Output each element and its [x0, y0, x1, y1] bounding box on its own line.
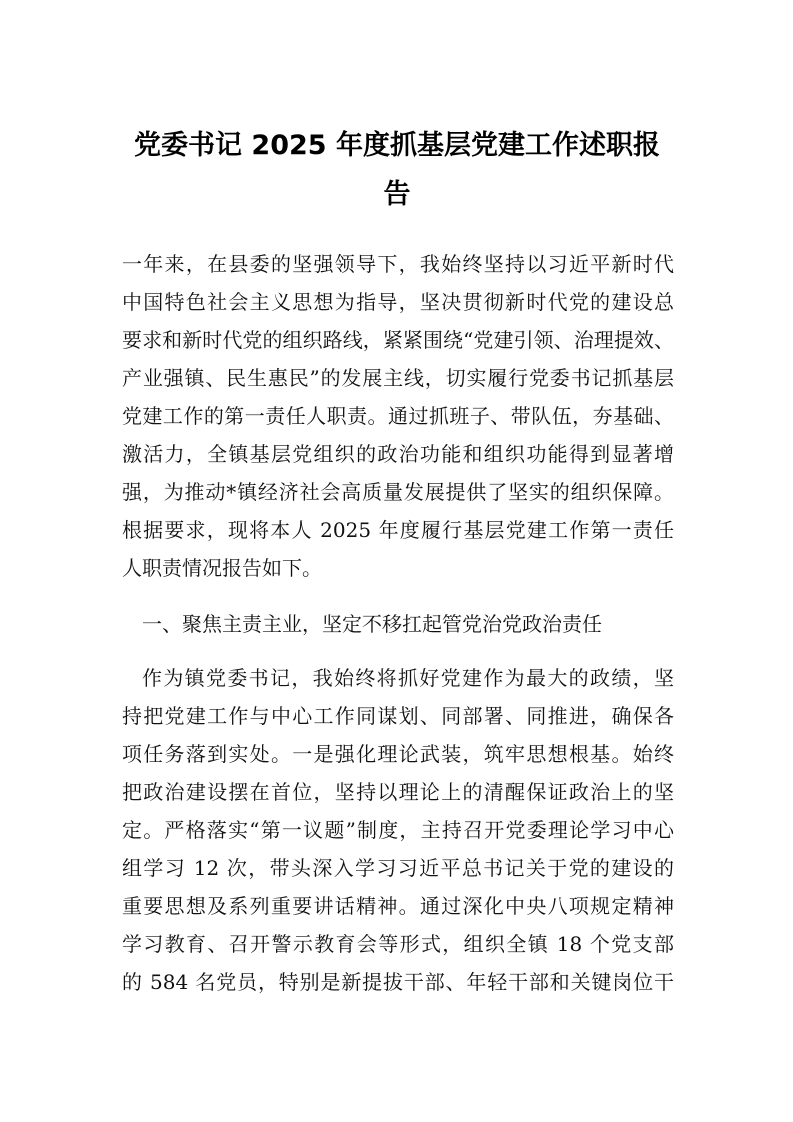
- paragraph-line: 项任务落到实处。一是强化理论武装，筑牢思想根基。始终: [122, 742, 674, 766]
- paragraph-line: 作为镇党委书记，我始终将抓好党建作为最大的政绩，坚: [142, 666, 674, 690]
- paragraph-line: 把政治建设摆在首位，坚持以理论上的清醒保证政治上的坚: [122, 780, 674, 804]
- paragraph-line: 的 584 名党员，特别是新提拔干部、年轻干部和关键岗位干: [122, 970, 674, 994]
- paragraph-line: 人职责情况报告如下。: [122, 556, 322, 580]
- paragraph-line: 学习教育、召开警示教育会等形式，组织全镇 18 个党支部: [122, 932, 674, 956]
- paragraph-line: 组学习 12 次，带头深入学习习近平总书记关于党的建设的: [122, 856, 674, 880]
- section-heading: 一、聚焦主责主业，坚定不移扛起管党治党政治责任: [142, 612, 602, 636]
- paragraph-line: 强，为推动*镇经济社会高质量发展提供了坚实的组织保障。: [122, 480, 674, 504]
- paragraph-line: 根据要求，现将本人 2025 年度履行基层党建工作第一责任: [122, 518, 674, 542]
- paragraph-line: 要求和新时代党的组织路线，紧紧围绕“党建引领、治理提效、: [122, 328, 674, 352]
- paragraph-line: 重要思想及系列重要讲话精神。通过深化中央八项规定精神: [122, 894, 674, 918]
- document-title-line-2: 告: [383, 179, 411, 210]
- paragraph-line: 党建工作的第一责任人职责。通过抓班子、带队伍，夯基础、: [122, 404, 674, 428]
- paragraph-line: 定。严格落实“第一议题”制度，主持召开党委理论学习中心: [122, 818, 674, 842]
- paragraph-line: 激活力，全镇基层党组织的政治功能和组织功能得到显著增: [122, 442, 674, 466]
- paragraph-line: 产业强镇、民生惠民”的发展主线，切实履行党委书记抓基层: [122, 366, 674, 390]
- document-title-line-1: 党委书记 2025 年度抓基层党建工作述职报: [134, 130, 660, 161]
- paragraph-line: 持把党建工作与中心工作同谋划、同部署、同推进，确保各: [122, 704, 674, 728]
- paragraph-line: 一年来，在县委的坚强领导下，我始终坚持以习近平新时代: [122, 252, 674, 276]
- paragraph-line: 中国特色社会主义思想为指导，坚决贯彻新时代党的建设总: [122, 290, 674, 314]
